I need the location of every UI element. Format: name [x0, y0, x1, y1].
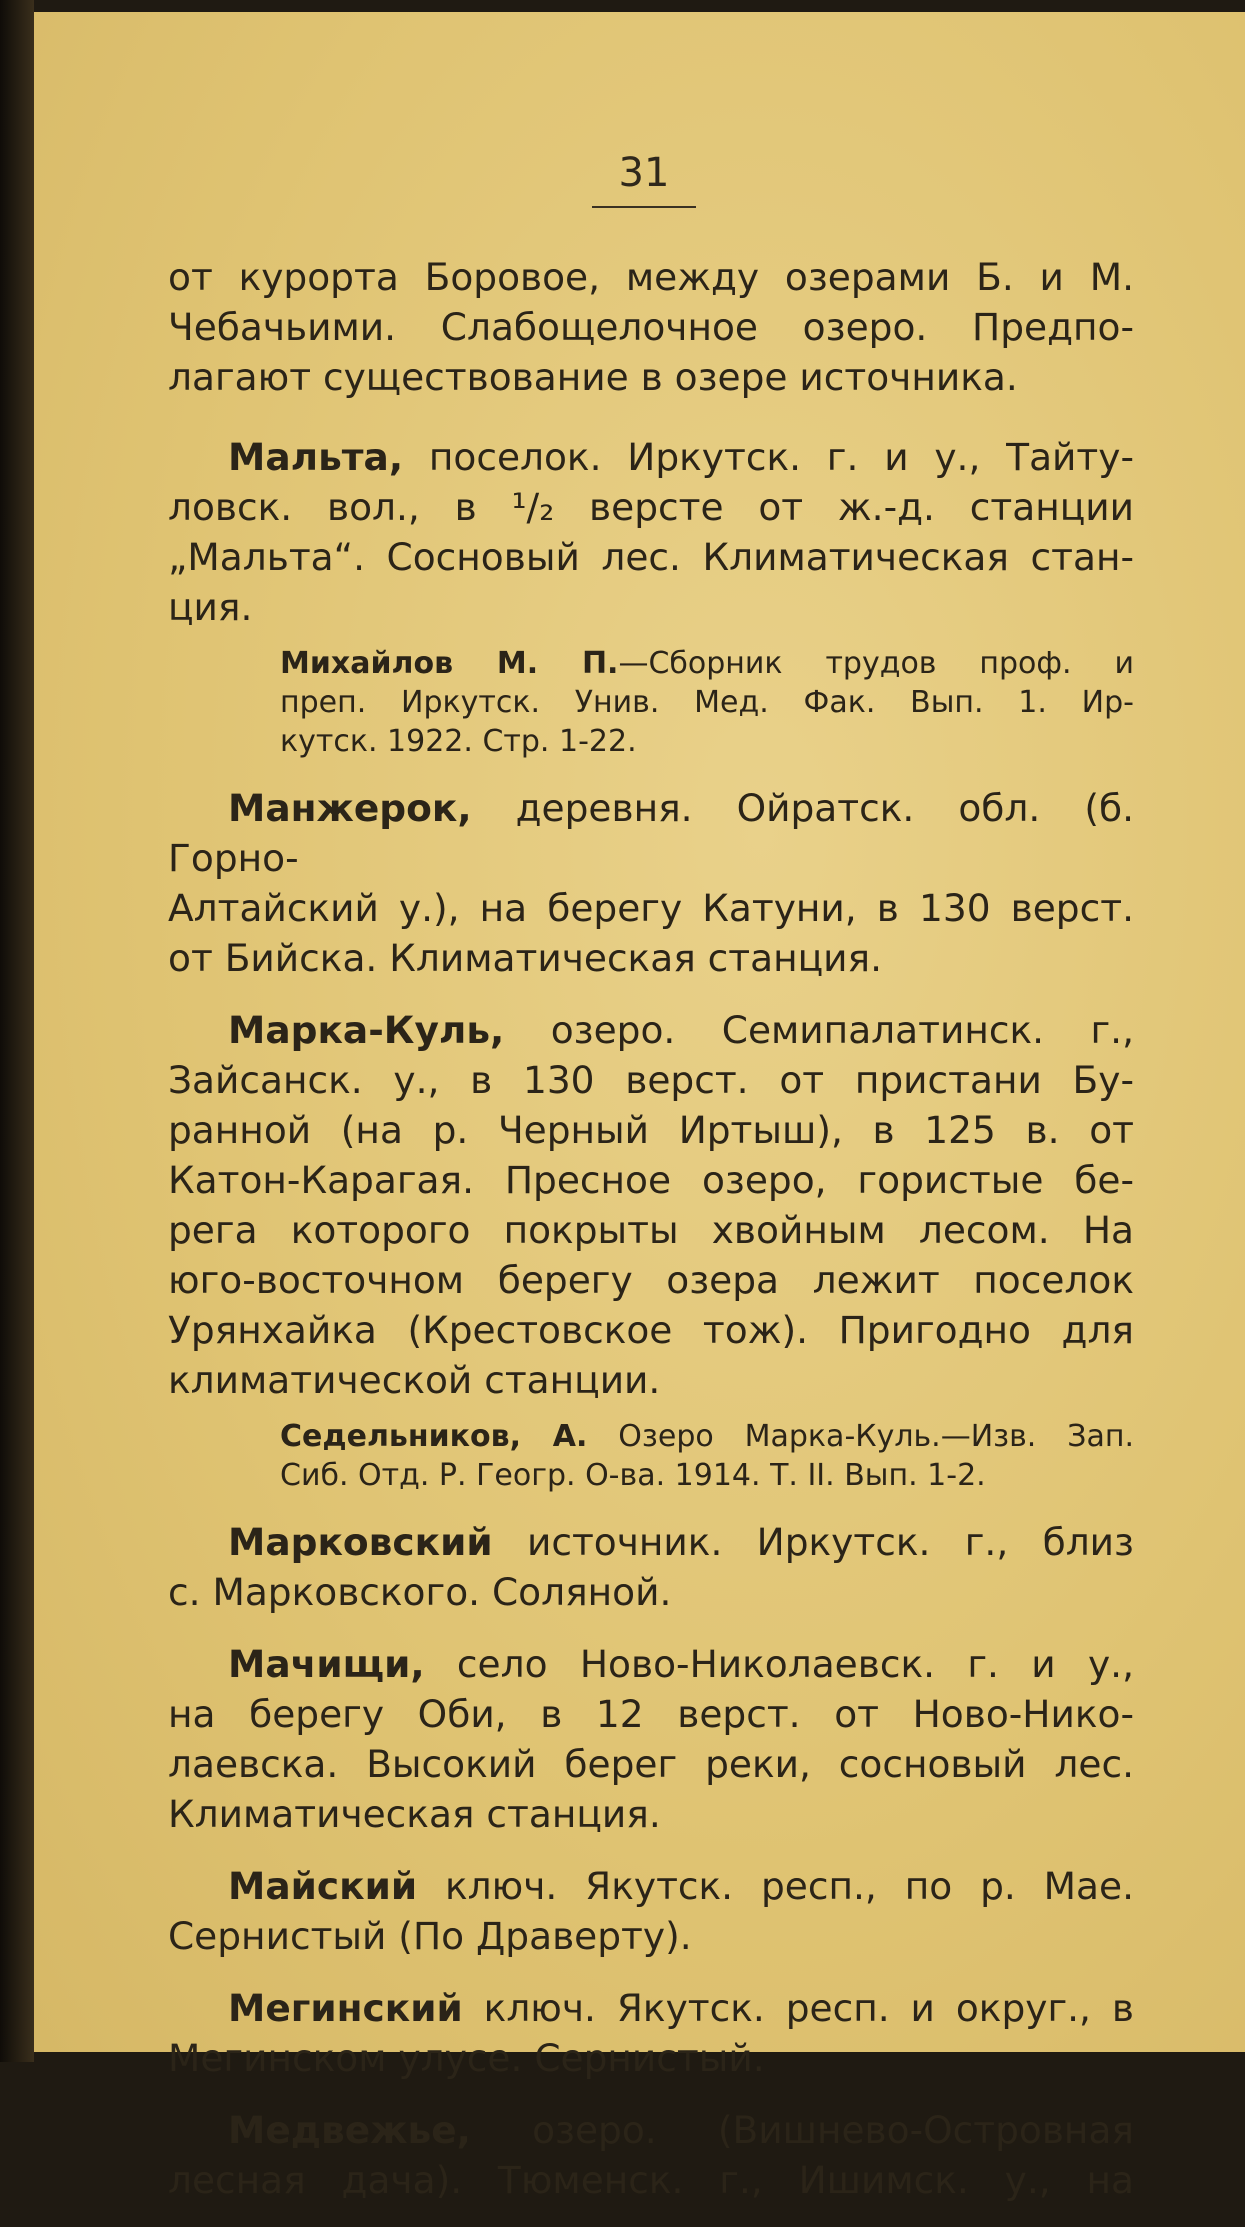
text-line: Климатическая станция. — [168, 1792, 661, 1836]
entry-first-line — [168, 1983, 1134, 2033]
entry-text: поселок. Иркутск. г. и у., Тайту- — [403, 435, 1134, 479]
headword: Манжерок, — [228, 786, 472, 830]
text-line: лаевска. Высокий берег реки, сосновый лес. — [168, 1742, 1134, 1786]
text-line: Зайсанск. у., в 130 верст. от пристани Бу- — [168, 1058, 1134, 1102]
entry-manzherok — [168, 783, 1134, 983]
text-line: ция. — [168, 585, 253, 629]
ref-author: Михайлов М. П. — [280, 646, 619, 681]
book-page — [34, 12, 1245, 2202]
headword: Мегинский — [228, 1986, 463, 2030]
page-text — [168, 252, 1134, 2227]
ref-line: Сиб. Отд. Р. Геогр. О-ва. 1914. Т. II. Вып. 1-2. — [280, 1458, 986, 1493]
headword: Медвежье, — [228, 2108, 471, 2152]
text-line: рега которого покрыты хвойным лесом. На — [168, 1208, 1134, 1252]
entry-medvezhye — [168, 2105, 1134, 2205]
entry-text: озеро. Семипалатинск. г., — [504, 1008, 1134, 1052]
entry-machishchi — [168, 1639, 1134, 1839]
entry-first-line — [168, 2105, 1134, 2155]
ref-author: Седельников, А. — [280, 1419, 588, 1454]
entry-malta — [168, 432, 1134, 632]
entry-text: ключ. Якутск. респ. и округ., в — [462, 1986, 1134, 2030]
text-line: „Мальта“. Сосновый лес. Климатическая стан- — [168, 535, 1134, 579]
text-line: Катон-Карагая. Пресное озеро, гористые бе- — [168, 1158, 1134, 1202]
text-line: с. Марковского. Соляной. — [168, 1570, 672, 1614]
book-edge — [0, 0, 34, 2062]
text-line: Сернистый (По Драверту). — [168, 1914, 692, 1958]
page-number: 31 — [618, 150, 670, 196]
entry-text: село Ново-Николаевск. г. и у., — [424, 1642, 1134, 1686]
ref-line — [280, 644, 1134, 683]
ref-line: кутск. 1922. Стр. 1-22. — [280, 724, 637, 759]
entry-text: озеро. (Вишнево-Островная — [470, 2108, 1134, 2152]
ref-line: преп. Иркутск. Унив. Мед. Фак. Вып. 1. Ир- — [280, 685, 1134, 720]
entry-marka-kul — [168, 1005, 1134, 1405]
entry-first-line — [168, 1517, 1134, 1567]
entry-markovsky — [168, 1517, 1134, 1617]
entry-meginsky — [168, 1983, 1134, 2083]
text-line: на берегу Оби, в 12 верст. от Ново-Нико- — [168, 1692, 1134, 1736]
text-line: от Бийска. Климатическая станция. — [168, 936, 883, 980]
entry-first-line — [168, 432, 1134, 482]
headword: Мачищи, — [228, 1642, 425, 1686]
text-line: лесная дача). Тюменск. г., Ишимск. у., на — [168, 2158, 1134, 2202]
page-number-rule — [592, 206, 696, 208]
entry-maysky — [168, 1861, 1134, 1961]
text-line: ловск. вол., в ¹/₂ версте от ж.-д. станции — [168, 485, 1134, 529]
text-line: юго-восточном берегу озера лежит поселок — [168, 1258, 1134, 1302]
text-line: климатической станции. — [168, 1358, 661, 1402]
entry-text: источник. Иркутск. г., близ — [492, 1520, 1134, 1564]
text-line: Чебачьими. Слабощелочное озеро. Предпо- — [168, 305, 1134, 349]
ref-text: Озеро Марка-Куль.—Изв. Зап. — [587, 1419, 1134, 1454]
entry-text: ключ. Якутск. респ., по р. Мае. — [417, 1864, 1134, 1908]
entry-first-line — [168, 1639, 1134, 1689]
text-line: от курорта Боровое, между озерами Б. и М. — [168, 255, 1134, 299]
text-line: Мегинском улусе. Сернистый. — [168, 2036, 765, 2080]
reference-malta — [280, 644, 1134, 761]
entry-text: деревня. Ойратск. обл. (б. Горно- — [168, 786, 1134, 880]
ref-line — [280, 1417, 1134, 1456]
text-line: ранной (на р. Черный Иртыш), в 125 в. от — [168, 1108, 1134, 1152]
entry-continuation — [168, 252, 1134, 402]
text-line: Алтайский у.), на берегу Катуни, в 130 верст. — [168, 886, 1134, 930]
text-line: Урянхайка (Крестовское тож). Пригодно для — [168, 1308, 1134, 1352]
headword: Мальта, — [228, 435, 404, 479]
entry-first-line — [168, 783, 1134, 883]
reference-marka-kul — [280, 1417, 1134, 1495]
text-line: лагают существование в озере источника. — [168, 355, 1018, 399]
entry-first-line — [168, 1861, 1134, 1911]
headword: Майский — [228, 1864, 418, 1908]
ref-text: —Сборник трудов проф. и — [618, 646, 1134, 681]
headword: Марковский — [228, 1520, 493, 1564]
headword: Марка-Куль, — [228, 1008, 505, 1052]
entry-first-line — [168, 1005, 1134, 1055]
